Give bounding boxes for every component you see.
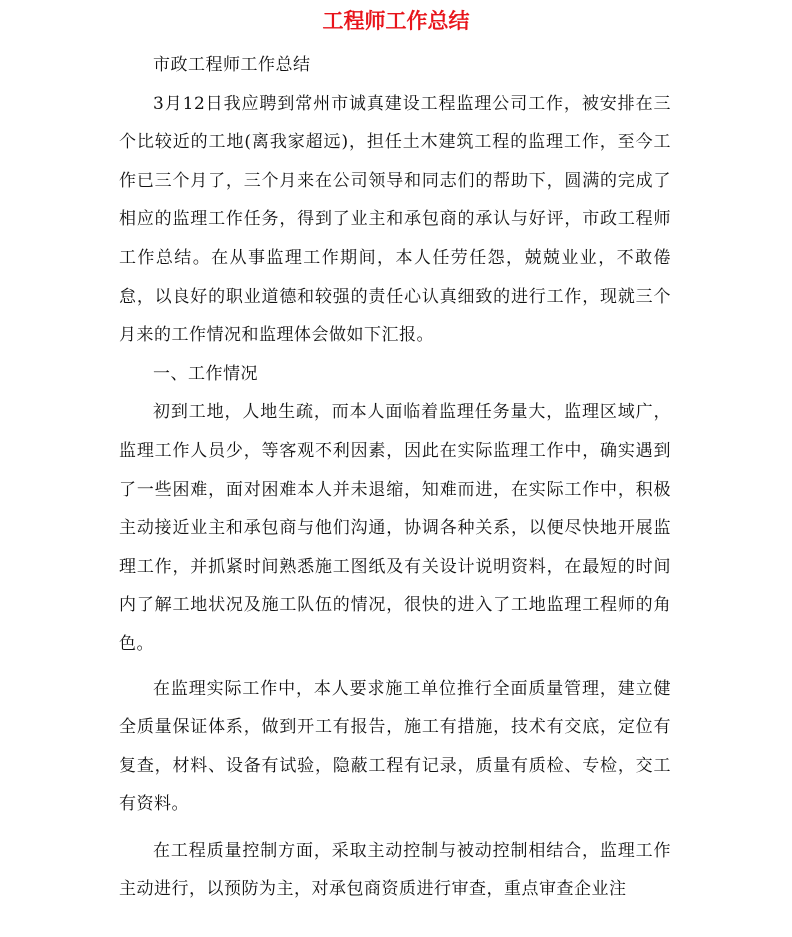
body-paragraph: 在工程质量控制方面，采取主动控制与被动控制相结合，监理工作主动进行，以预防为主，对承包商资质进行审查，重点审查企业注 [119,840,671,900]
intro-paragraph: 3月12日我应聘到常州市诚真建设工程监理公司工作，被安排在三个比较近的工地(离我家超远)，担任土木建筑工程的监理工作，至今工作已三个月了，三个月来在公司领导和同志们的帮助下，圆满的完成了相应的监理工作任务，得到了业主和承包商的承认与好评，市政工程师工作总结。在从事监理工作期间，本人任劳任怨，兢兢业业，不敢倦怠，以良好的职业道德和较强的责任心认真细致的进行工作，现就三个月来的工作情况和监理体会做如下汇报。 [119,93,671,346]
body-paragraph: 初到工地，人地生疏，而本人面临着监理任务量大，监理区域广，监理工作人员少，等客观不利因素，因此在实际监理工作中，确实遇到了一些困难，面对困难本人并未退缩，知难而进，在实际工作中，积极主动接近业主和承包商与他们沟通，协调各种关系，以便尽快地开展监理工作，并抓紧时间熟悉施工图纸及有关设计说明资料，在最短的时间内了解工地状况及施工队伍的情况，很快的进入了工地监理工程师的角色。 [119,402,671,654]
document-title: 工程师工作总结 [322,9,470,33]
section-heading: 一、工作情况 [153,363,258,384]
document-body [119,46,671,909]
subtitle-paragraph: 市政工程师工作总结 [153,55,311,75]
body-paragraph: 在监理实际工作中，本人要求施工单位推行全面质量管理，建立健全质量保证体系，做到开工有报告，施工有措施，技术有交底，定位有复查，材料、设备有试验，隐蔽工程有记录，质量有质检、专检，交工有资料。 [119,678,671,815]
